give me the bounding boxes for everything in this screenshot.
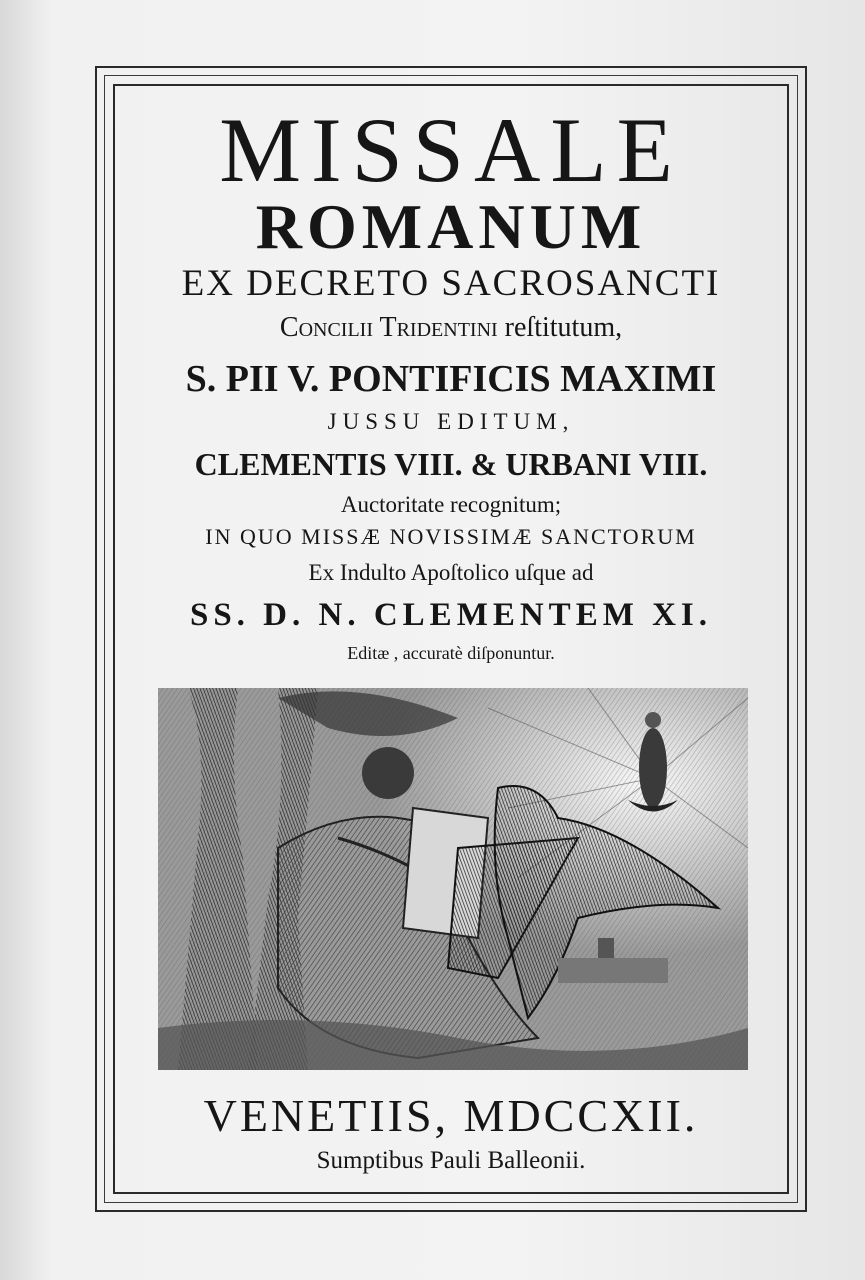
subtitle-auctoritate: Auctoritate recognitum; xyxy=(340,492,562,517)
subtitle-ex-indulto: Ex Indulto Apoſtolico uſque ad xyxy=(308,560,594,585)
imprint-place-date: VENETIIS, MDCCXII. xyxy=(203,1090,699,1141)
subtitle-ex-decreto: EX DECRETO SACROSANCTI xyxy=(181,263,721,304)
engraving-illustration xyxy=(158,688,748,1070)
subtitle-clementis-urbani: CLEMENTIS VIII. & URBANI VIII. xyxy=(194,446,708,482)
subtitle-editae: Editæ , accuratè diſponuntur. xyxy=(347,643,555,663)
subtitle-in-quo-missae: IN QUO MISSÆ NOVISSIMÆ SANCTORUM xyxy=(205,524,697,549)
subtitle-pius-v: S. PII V. PONTIFICIS MAXIMI xyxy=(185,358,717,400)
title-romanum: ROMANUM xyxy=(255,191,647,262)
subtitle-concilii xyxy=(113,310,789,346)
subtitle-jussu-editum: JUSSU EDITUM, xyxy=(327,409,575,434)
imprint-publisher: Sumptibus Pauli Balleonii. xyxy=(316,1147,586,1174)
subtitle-concilii-rest: reſtitutum, xyxy=(497,312,623,343)
subtitle-clementem-xi: SS. D. N. CLEMENTEM XI. xyxy=(189,597,713,633)
title-missale: MISSALE xyxy=(219,99,683,201)
subtitle-concilii-smallcaps: Concilii Tridentini xyxy=(279,312,498,343)
